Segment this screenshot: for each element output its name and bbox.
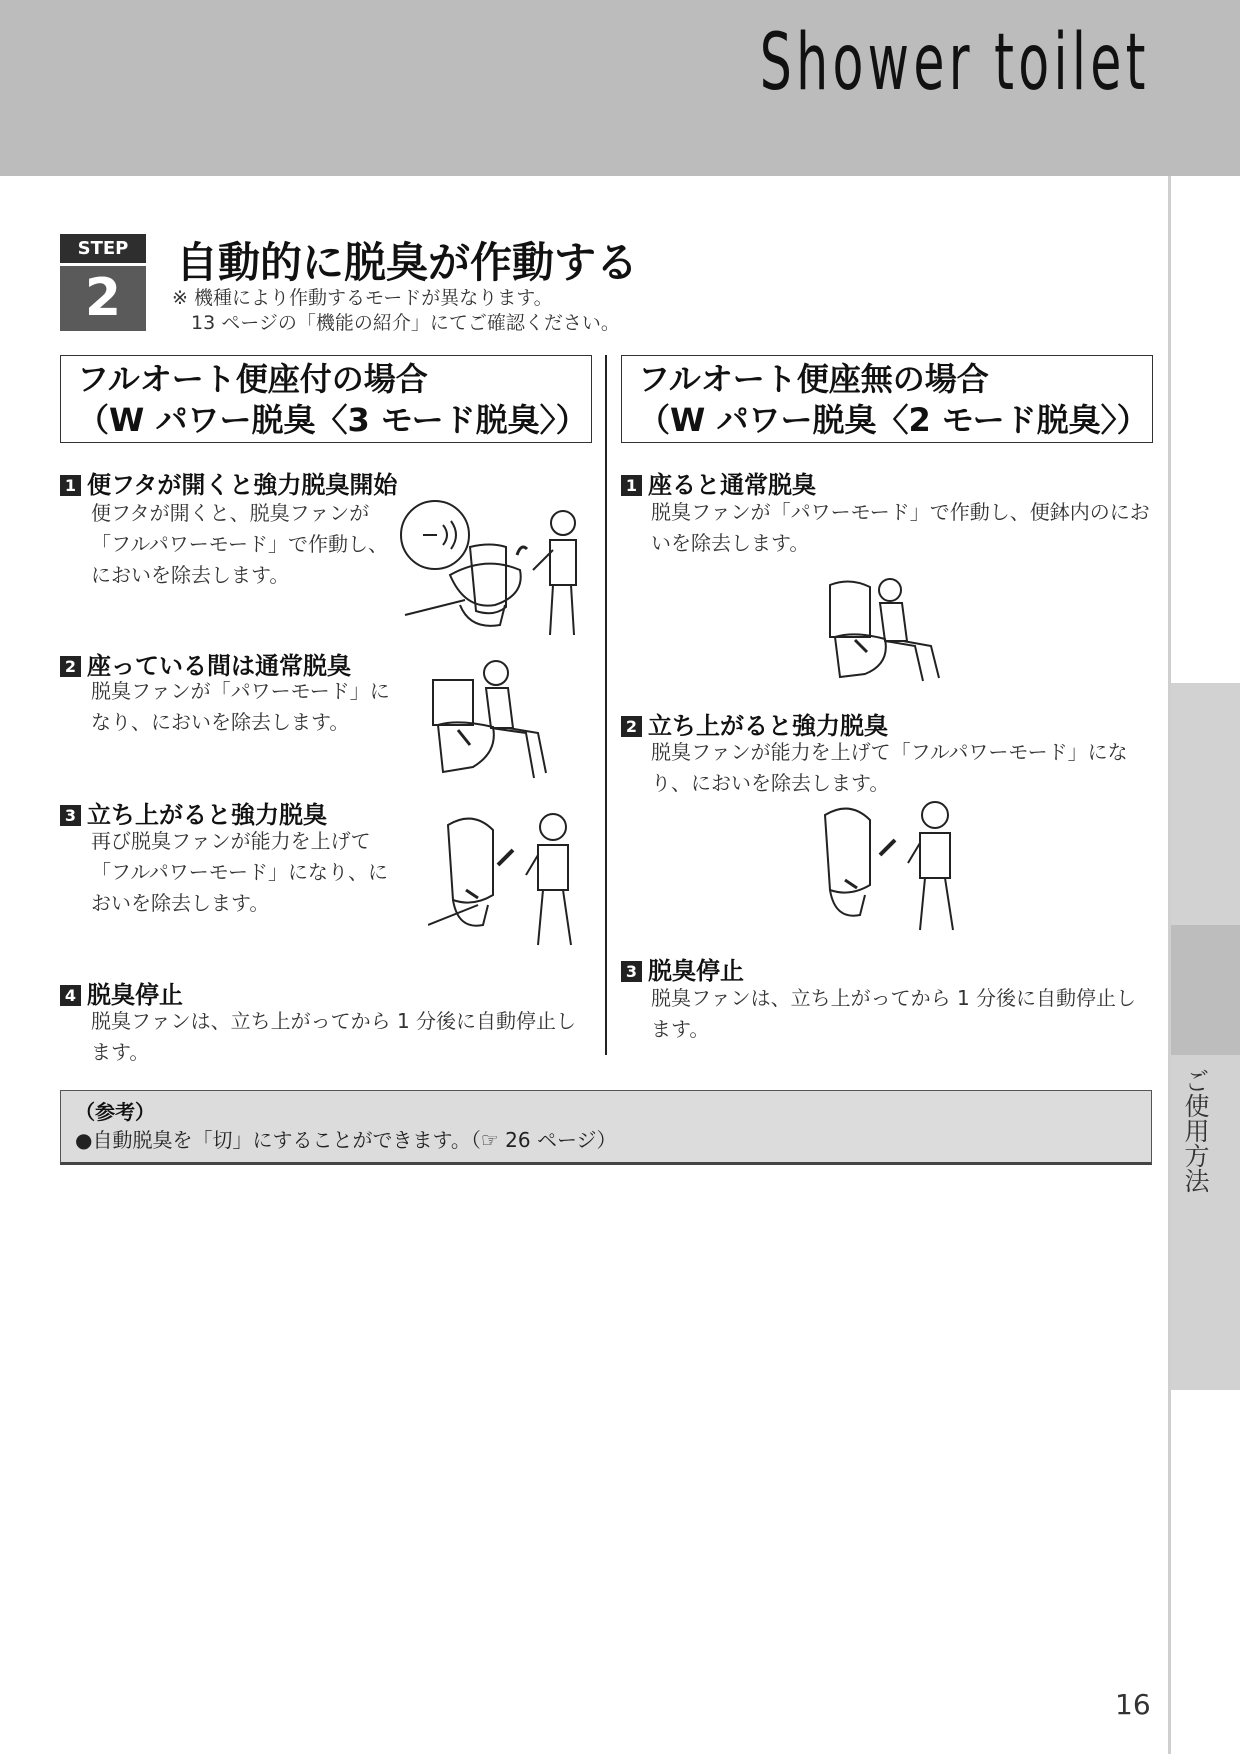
right-item-1-title: 1 座ると通常脱臭 xyxy=(621,465,816,500)
left-item-4-title: 4 脱臭停止 xyxy=(60,975,183,1010)
side-tab-active xyxy=(1171,925,1240,1055)
reference-text: ●自動脱臭を「切」にすることができます。（☞ 26 ページ） xyxy=(75,1128,617,1152)
page-number: 16 xyxy=(1115,1688,1151,1721)
toilet-lid-open-illustration xyxy=(395,495,595,645)
step-number: 2 xyxy=(60,266,146,331)
left-heading-line2: （W パワー脱臭〈3 モード脱臭〉） xyxy=(77,401,588,439)
step-badge xyxy=(60,234,146,331)
brand-logo: Shower toilet xyxy=(759,18,1150,108)
right-heading-line2: （W パワー脱臭〈2 モード脱臭〉） xyxy=(638,401,1149,439)
side-tab-bg xyxy=(1171,683,1240,925)
left-item-4-text: 脱臭ファンは、立ち上がってから 1 分後に自動停止します。 xyxy=(91,1009,577,1064)
side-tab-label: ご使用方法 xyxy=(1181,1068,1210,1193)
right-item-3-title: 3 脱臭停止 xyxy=(621,951,744,986)
model-note: ※ 機種により作動するモードが異なります。 13 ページの「機能の紹介」にてご確認ください。 xyxy=(172,287,620,334)
left-item-1-title: 1 便フタが開くと強力脱臭開始 xyxy=(60,465,397,500)
right-item-1-text: 脱臭ファンが「パワーモード」で作動し、便鉢内のにおいを除去します。 xyxy=(651,500,1150,555)
person-seated-illustration-right xyxy=(825,575,955,685)
page-title: 自動的に脱臭が作動する xyxy=(176,238,639,287)
left-heading-line1: フルオート便座付の場合 xyxy=(77,360,428,398)
right-item-2-text: 脱臭ファンが能力を上げて「フルパワーモード」になり、においを除去します。 xyxy=(651,740,1128,795)
right-heading-box xyxy=(621,355,1153,443)
person-standing-illustration-right xyxy=(810,795,980,935)
reference-title: （参考） xyxy=(75,1100,155,1124)
left-heading-box xyxy=(60,355,592,443)
person-standing-illustration xyxy=(428,805,598,955)
right-heading-line1: フルオート便座無の場合 xyxy=(638,360,989,398)
column-divider xyxy=(605,355,607,1055)
step-label: STEP xyxy=(60,234,146,263)
reference-box xyxy=(60,1090,1152,1165)
person-seated-illustration xyxy=(428,655,558,795)
right-item-2-title: 2 立ち上がると強力脱臭 xyxy=(621,706,888,741)
left-item-2-text: 脱臭ファンが「パワーモード」になり、においを除去します。 xyxy=(91,679,390,734)
left-item-1-text: 便フタが開くと、脱臭ファンが「フルパワーモード」で作動し、においを除去します。 xyxy=(91,501,388,587)
left-item-2-title: 2 座っている間は通常脱臭 xyxy=(60,646,351,681)
page-header xyxy=(0,0,1240,176)
right-item-3-text: 脱臭ファンは、立ち上がってから 1 分後に自動停止します。 xyxy=(651,986,1137,1041)
left-item-3-text: 再び脱臭ファンが能力を上げて「フルパワーモード」になり、においを除去します。 xyxy=(91,829,388,915)
left-item-3-title: 3 立ち上がると強力脱臭 xyxy=(60,795,327,830)
